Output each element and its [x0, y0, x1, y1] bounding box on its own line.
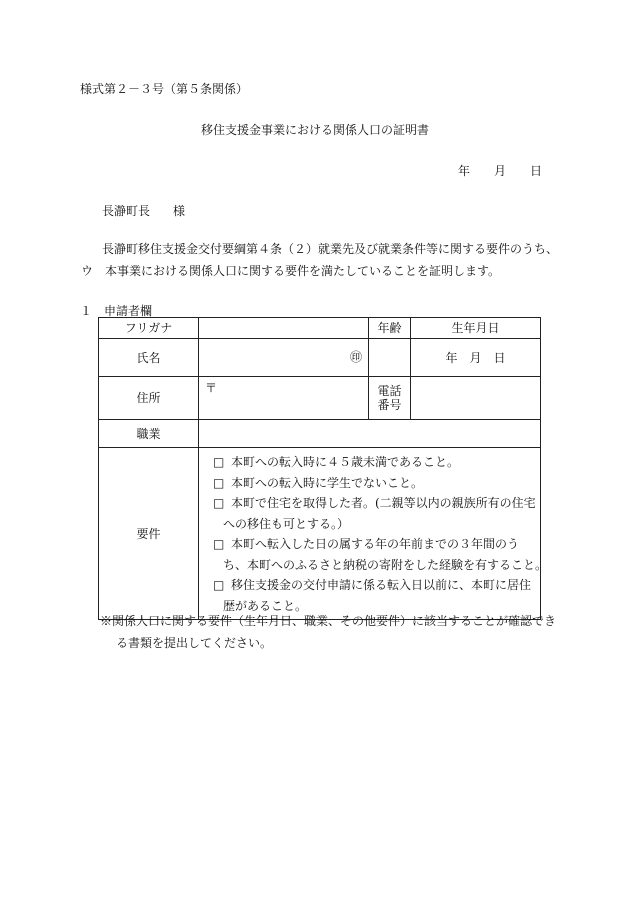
requirement-item-1[interactable]	[213, 452, 534, 473]
section-heading-applicant: １ 申請者欄	[80, 304, 153, 318]
address-label: 住所	[99, 377, 199, 420]
phone-label	[369, 377, 411, 420]
requirement-item-3-continued: への移住も可とする。）	[223, 516, 350, 531]
form-number: 様式第２－３号（第５条関係）	[80, 82, 249, 96]
addressee-name: 長瀞町長	[102, 204, 151, 218]
phone-field[interactable]	[411, 377, 541, 420]
table-row-furigana	[99, 318, 541, 339]
birth-day-label: 日	[493, 350, 506, 365]
body-text-line-1: 長瀞町移住支援金交付要綱第４条（２）就業先及び就業条件等に関する要件のうち、	[102, 242, 559, 256]
table-row-requirements	[99, 448, 541, 620]
requirement-item-5[interactable]	[213, 575, 534, 596]
occupation-label: 職業	[99, 420, 199, 448]
occupation-field[interactable]	[199, 420, 541, 448]
date-year-label: 年	[458, 164, 471, 178]
requirement-item-5-continued: 歴があること。	[223, 598, 308, 613]
age-label: 年齢	[369, 318, 411, 339]
birth-month-label: 月	[469, 350, 482, 365]
phone-label-line-2: 番号	[377, 398, 402, 412]
table-row-address	[99, 377, 541, 420]
checkbox-icon[interactable]: □	[213, 455, 225, 469]
phone-label-line-1: 電話	[377, 384, 402, 398]
seal-mark: ㊞	[349, 349, 362, 364]
requirements-list	[199, 448, 548, 620]
requirement-text: 本町への転入時に４５歳未満であること。	[231, 455, 460, 469]
requirement-text: 本町への転入時に学生でないこと。	[231, 475, 424, 490]
table-row-name	[99, 339, 541, 377]
postal-mark: 〒	[205, 381, 218, 395]
name-label: 氏名	[99, 339, 199, 377]
checkbox-icon[interactable]: □	[213, 496, 225, 510]
table-row-occupation	[99, 420, 541, 448]
requirement-item-2[interactable]	[213, 473, 534, 494]
birthdate-field[interactable]	[411, 339, 541, 377]
birthdate-label: 生年月日	[411, 318, 541, 339]
date-month-label: 月	[494, 164, 507, 178]
checkbox-icon[interactable]: □	[213, 537, 225, 551]
checkbox-icon[interactable]: □	[213, 578, 225, 592]
checkbox-icon[interactable]: □	[213, 475, 225, 490]
requirement-text: 移住支援金の交付申請に係る転入日以前に、本町に居住	[231, 578, 532, 592]
furigana-field[interactable]	[199, 318, 369, 339]
address-field[interactable]	[199, 377, 369, 420]
birth-year-label: 年	[445, 350, 458, 365]
date-day-label: 日	[530, 164, 543, 178]
furigana-label: フリガナ	[99, 318, 199, 339]
age-field[interactable]	[369, 339, 411, 377]
requirement-text: 本町で住宅を取得した者。(二親等以内の親族所有の住宅	[231, 496, 536, 510]
requirement-item-4-continued: ち、本町へのふるさと納税の寄附をした経験を有すること。	[223, 557, 548, 572]
note-line-1: ※関係人口に関する要件（生年月日、職業、その他要件）に該当することが確認でき	[100, 614, 557, 628]
requirement-text: 本町へ転入した日の属する年の年前までの３年間のう	[231, 537, 520, 551]
addressee-honorific: 様	[173, 204, 186, 218]
body-text-line-2: ウ 本事業における関係人口に関する要件を満たしていることを証明します。	[81, 264, 501, 278]
requirement-item-4[interactable]	[213, 534, 534, 555]
name-field[interactable]	[199, 339, 369, 377]
requirements-label: 要件	[99, 448, 199, 620]
applicant-table	[98, 317, 548, 620]
note-line-2: る書類を提出してください。	[116, 636, 273, 650]
requirement-item-3[interactable]	[213, 493, 534, 514]
document-title: 移住支援金事業における関係人口の証明書	[200, 123, 429, 137]
